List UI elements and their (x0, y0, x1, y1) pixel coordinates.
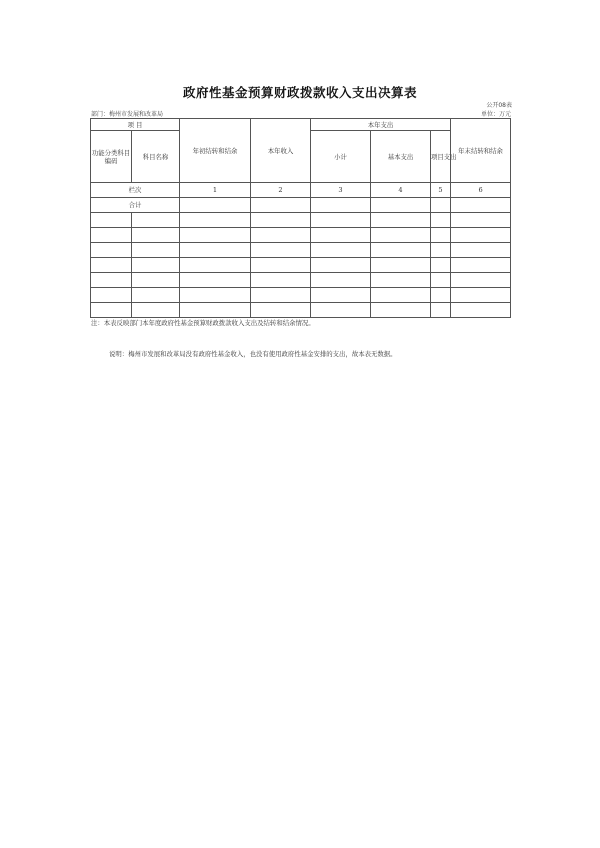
index-cell: 4 (371, 183, 431, 198)
department-label: 部门：梅州市发展和改革局 (91, 111, 164, 118)
form-number: 公开08表 (486, 102, 512, 109)
header-row-1 (91, 119, 511, 131)
total-row (91, 198, 511, 213)
index-cell: 1 (180, 183, 251, 198)
index-label: 栏次 (91, 183, 180, 198)
table-note: 注：本表反映部门本年度政府性基金预算财政拨款收入支出及结转和结余情况。 (91, 319, 315, 327)
table-row (91, 213, 511, 228)
header-func-class-code: 功能分类科目编码 (91, 131, 132, 183)
index-cell: 5 (431, 183, 451, 198)
document-title: 政府性基金预算财政拨款收入支出决算表 (182, 85, 417, 100)
table-row (91, 243, 511, 258)
index-row (91, 183, 511, 198)
header-item: 项 目 (91, 119, 180, 131)
table-row (91, 288, 511, 303)
header-year-income: 本年收入 (251, 119, 311, 183)
index-cell: 6 (451, 183, 511, 198)
index-cell: 2 (251, 183, 311, 198)
header-end-balance: 年末结转和结余 (451, 119, 511, 183)
header-project-expense: 项目支出 (431, 131, 451, 183)
header-year-expense: 本年支出 (311, 119, 451, 131)
header-subtotal: 小计 (311, 131, 371, 183)
table-row (91, 228, 511, 243)
table-row (91, 258, 511, 273)
table-row (91, 273, 511, 288)
header-begin-balance: 年初结转和结余 (180, 119, 251, 183)
index-cell: 3 (311, 183, 371, 198)
total-label: 合计 (91, 198, 180, 213)
unit-label: 单位：万元 (480, 111, 511, 118)
table-explanation: 说明：梅州市发展和改革局没有政府性基金收入，也没有使用政府性基金安排的支出，故本表无数据。 (109, 350, 397, 358)
table-row (91, 303, 511, 318)
header-basic-expense: 基本支出 (371, 131, 431, 183)
budget-table (90, 118, 511, 318)
header-subject-name: 科目名称 (132, 131, 180, 183)
